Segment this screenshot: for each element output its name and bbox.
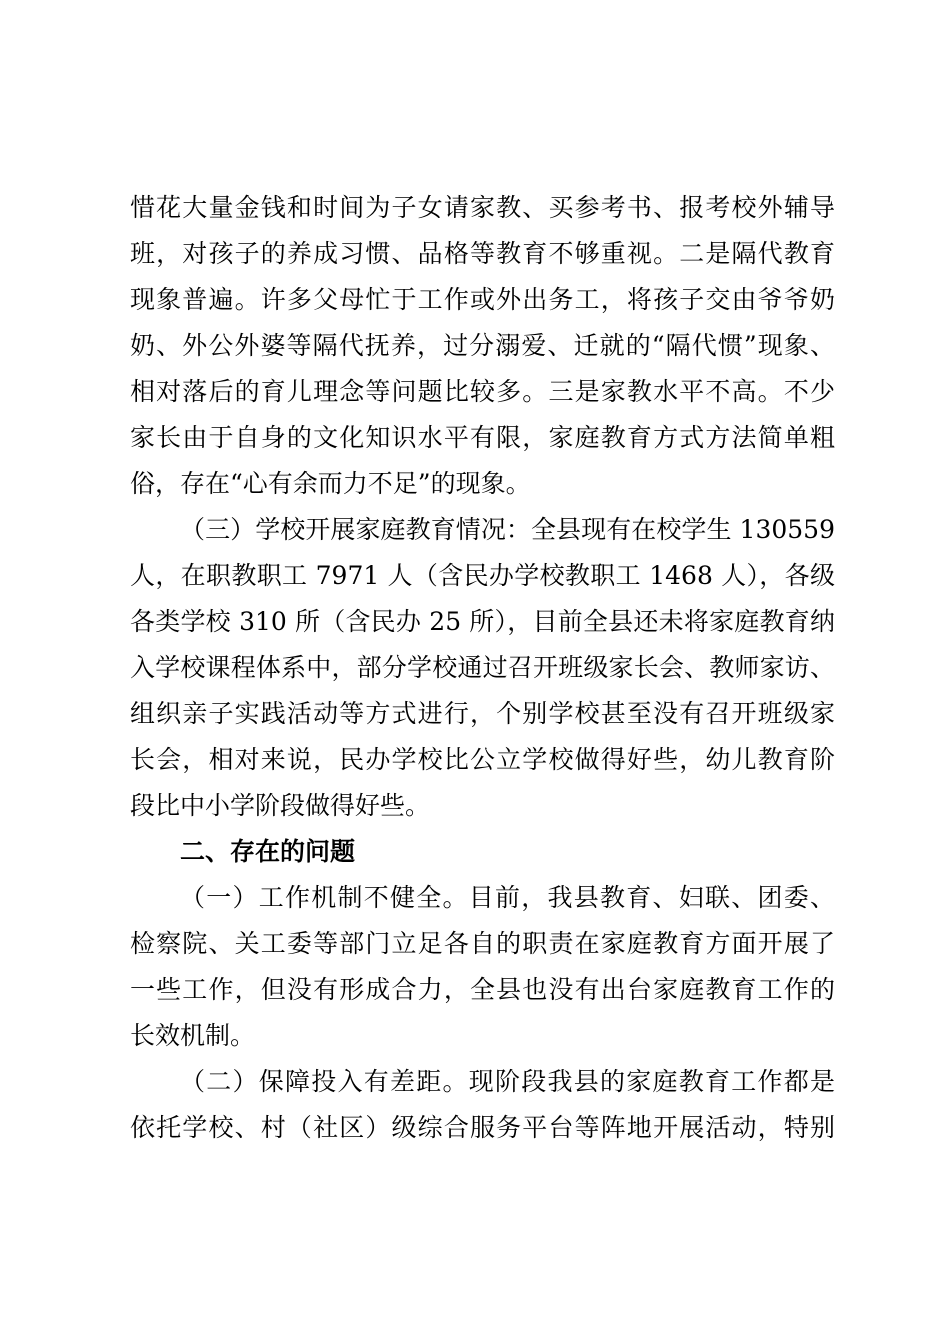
paragraph-line: 各类学校 310 所（含民办 25 所），目前全县还未将家庭教育纳 bbox=[130, 607, 835, 636]
paragraph-line: 相对落后的育儿理念等问题比较多。三是家教水平不高。不少 bbox=[130, 377, 835, 406]
paragraph-line: 现象普遍。许多父母忙于工作或外出务工，将孩子交由爷爷奶 bbox=[130, 285, 835, 314]
paragraph-line: 长会，相对来说，民办学校比公立学校做得好些，幼儿教育阶 bbox=[130, 745, 835, 774]
problem-one-first-line: （一）工作机制不健全。目前，我县教育、妇联、团委、 bbox=[180, 883, 835, 912]
paragraph-line: 组织亲子实践活动等方式进行，个别学校甚至没有召开班级家 bbox=[130, 699, 835, 728]
paragraph-line: 一些工作，但没有形成合力，全县也没有出台家庭教育工作的 bbox=[130, 975, 835, 1004]
paragraph-line: 人，在职教职工 7971 人（含民办学校教职工 1468 人），各级 bbox=[130, 561, 835, 590]
paragraph-line: 家长由于自身的文化知识水平有限，家庭教育方式方法简单粗 bbox=[130, 423, 835, 452]
paragraph-line: 长效机制。 bbox=[130, 1021, 256, 1050]
paragraph-line: 检察院、关工委等部门立足各自的职责在家庭教育方面开展了 bbox=[130, 929, 835, 958]
paragraph-line: 奶、外公外婆等隔代抚养，过分溺爱、迁就的“隔代惯”现象、 bbox=[130, 331, 835, 360]
paragraph-line: 入学校课程体系中，部分学校通过召开班级家长会、教师家访、 bbox=[130, 653, 835, 682]
problem-two-first-line: （二）保障投入有差距。现阶段我县的家庭教育工作都是 bbox=[180, 1067, 835, 1096]
paragraph-line: 班，对孩子的养成习惯、品格等教育不够重视。二是隔代教育 bbox=[130, 239, 835, 268]
paragraph-line: 惜花大量金钱和时间为子女请家教、买参考书、报考校外辅导 bbox=[130, 193, 835, 222]
section-three-first-line: （三）学校开展家庭教育情况：全县现有在校学生 130559 bbox=[180, 515, 835, 544]
paragraph-line: 俗，存在“心有余而力不足”的现象。 bbox=[130, 469, 531, 498]
paragraph-line: 依托学校、村（社区）级综合服务平台等阵地开展活动，特别 bbox=[130, 1113, 835, 1142]
section-heading: 二、存在的问题 bbox=[180, 837, 356, 866]
paragraph-line: 段比中小学阶段做得好些。 bbox=[130, 791, 431, 820]
